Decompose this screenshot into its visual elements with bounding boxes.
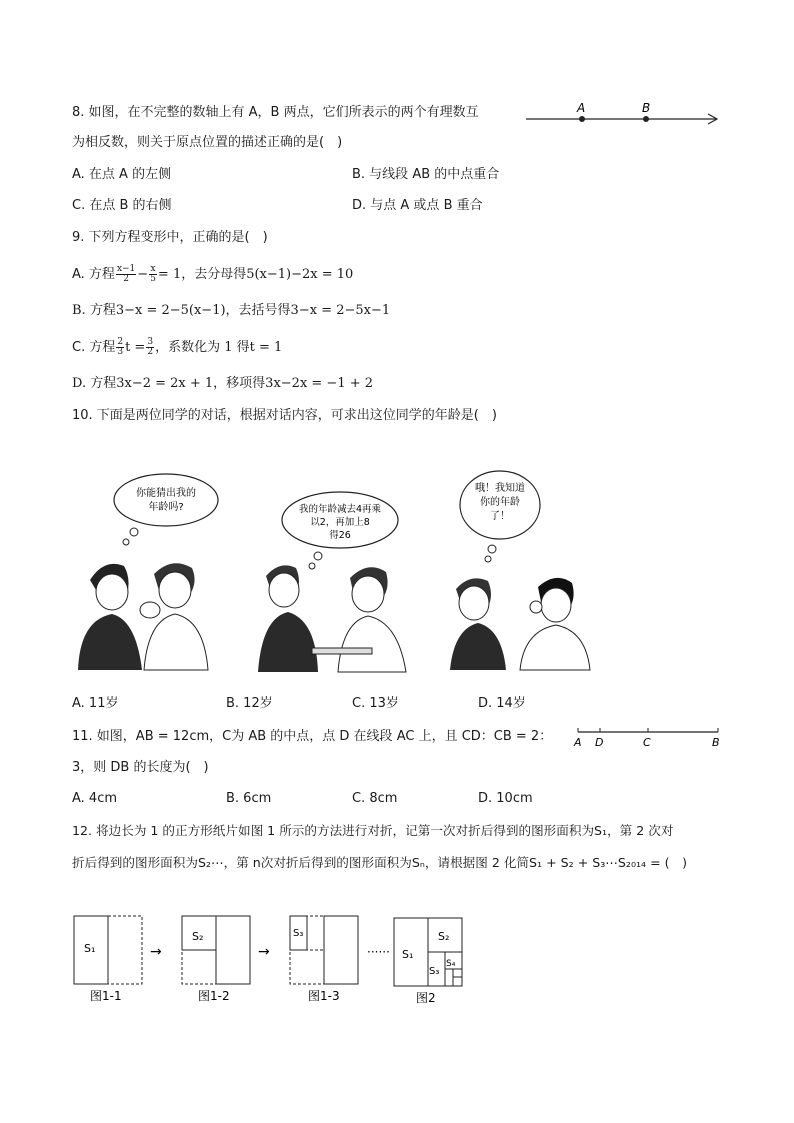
q9-option-b: B. 方程3−x = 2−5(x−1)，去括号得3−x = 2−5x−1	[72, 303, 391, 318]
svg-text:S₂: S₂	[192, 930, 204, 943]
q11-option-b: B. 6cm	[226, 791, 272, 806]
q8-option-c: C. 在点 B 的右侧	[72, 198, 172, 213]
thought-bubble	[114, 474, 218, 526]
q12-line1: 12. 将边长为 1 的正方形纸片如图 1 所示的方法进行对折，记第一次对折后得到的图形面积为S₁，第 2 次对	[72, 823, 674, 838]
q11-line2: 3，则 DB 的长度为( )	[72, 760, 209, 775]
arrow-icon: →	[150, 944, 162, 960]
q9-option-c: C. 方程 $\frac{2}{3}$ t = $\frac{3}{2}$ ，系数化为 1 得t = 1	[72, 337, 283, 357]
svg-text:了！: 了！	[490, 511, 510, 522]
svg-text:A: A	[574, 736, 582, 749]
svg-text:S₂: S₂	[438, 930, 450, 943]
svg-text:B: B	[712, 736, 720, 749]
svg-text:S₁: S₁	[84, 942, 96, 955]
q11-line1: 11. 如图，AB = 12cm，C为 AB 的中点，点 D 在线段 AC 上，且 CD：CB = 2：	[72, 729, 553, 744]
boy-shirt	[78, 614, 142, 670]
point-a	[579, 116, 585, 122]
svg-text:你的年龄: 你的年龄	[480, 497, 520, 508]
q9-stem: 9. 下列方程变形中，正确的是( )	[72, 230, 268, 245]
q9-option-a: A. 方程 $\frac{x-1}{2}$ − $\frac{x}{5}$ = 1，去分母得5(x−1)−2x = 10	[72, 264, 354, 284]
q10-option-a: A. 11岁	[72, 696, 119, 711]
svg-text:以2，再加上8: 以2，再加上8	[310, 517, 370, 528]
fraction: $\frac{3}{2}$	[147, 337, 154, 357]
q12-line2: 折后得到的图形面积为S₂⋯，第 n次对折后得到的图形面积为Sₙ，请根据图 2 化简S₁ + S₂ + S₃⋯S₂₀₁₄ = ( )	[72, 855, 688, 870]
fraction: $\frac{2}{3}$	[117, 337, 124, 357]
point-b	[643, 116, 649, 122]
svg-text:S₃: S₃	[293, 928, 304, 939]
q11-option-c: C. 8cm	[352, 791, 398, 806]
q12-folding-figures	[70, 910, 470, 1010]
q11-option-d: D. 10cm	[478, 791, 533, 806]
svg-text:S₁: S₁	[402, 948, 414, 961]
svg-text:得26: 得26	[329, 530, 351, 541]
fraction: $\frac{x}{5}$	[150, 264, 156, 284]
svg-text:我的年龄减去4再乘: 我的年龄减去4再乘	[298, 504, 382, 515]
q11-segment	[570, 722, 730, 752]
q10-option-b: B. 12岁	[226, 696, 273, 711]
svg-text:年龄吗?: 年龄吗?	[148, 502, 184, 513]
boy-shirt	[144, 614, 208, 670]
q10-stem: 10. 下面是两位同学的对话，根据对话内容，可求出这位同学的年龄是( )	[72, 408, 497, 423]
svg-text:······: ······	[367, 945, 390, 959]
svg-text:图1-3: 图1-3	[308, 989, 340, 1003]
q8-number-line	[520, 100, 730, 130]
label-b: B	[642, 101, 651, 115]
svg-text:哦！我知道: 哦！我知道	[475, 483, 525, 494]
arrow-icon: →	[258, 944, 270, 960]
desk	[312, 648, 372, 654]
svg-text:D: D	[595, 736, 604, 749]
label-a: A	[577, 101, 586, 115]
q8-line1: 8. 如图，在不完整的数轴上有 A，B 两点，它们所表示的两个有理数互	[72, 105, 479, 120]
q11-option-a: A. 4cm	[72, 791, 118, 806]
q10-option-c: C. 13岁	[352, 696, 399, 711]
q8-option-b: B. 与线段 AB 的中点重合	[352, 167, 500, 182]
q9-option-d: D. 方程3x−2 = 2x + 1，移项得3x−2x = −1 + 2	[72, 376, 374, 391]
q8-option-d: D. 与点 A 或点 B 重合	[352, 198, 483, 213]
svg-text:图1-2: 图1-2	[198, 989, 230, 1003]
svg-text:S₄: S₄	[446, 959, 456, 969]
cartoon-panel-3	[450, 465, 600, 680]
svg-text:C: C	[643, 736, 651, 749]
cartoon-panel-1	[72, 470, 222, 682]
svg-text:图1-1: 图1-1	[90, 989, 122, 1003]
q8-line2: 为相反数，则关于原点位置的描述正确的是( )	[72, 135, 343, 150]
svg-text:S₃: S₃	[429, 966, 440, 977]
cartoon-panel-2	[258, 490, 428, 680]
q8-option-a: A. 在点 A 的左侧	[72, 167, 172, 182]
q10-option-d: D. 14岁	[478, 696, 526, 711]
fraction: $\frac{x-1}{2}$	[116, 264, 136, 284]
svg-text:你能猜出我的: 你能猜出我的	[136, 488, 196, 499]
svg-text:图2: 图2	[416, 991, 436, 1005]
